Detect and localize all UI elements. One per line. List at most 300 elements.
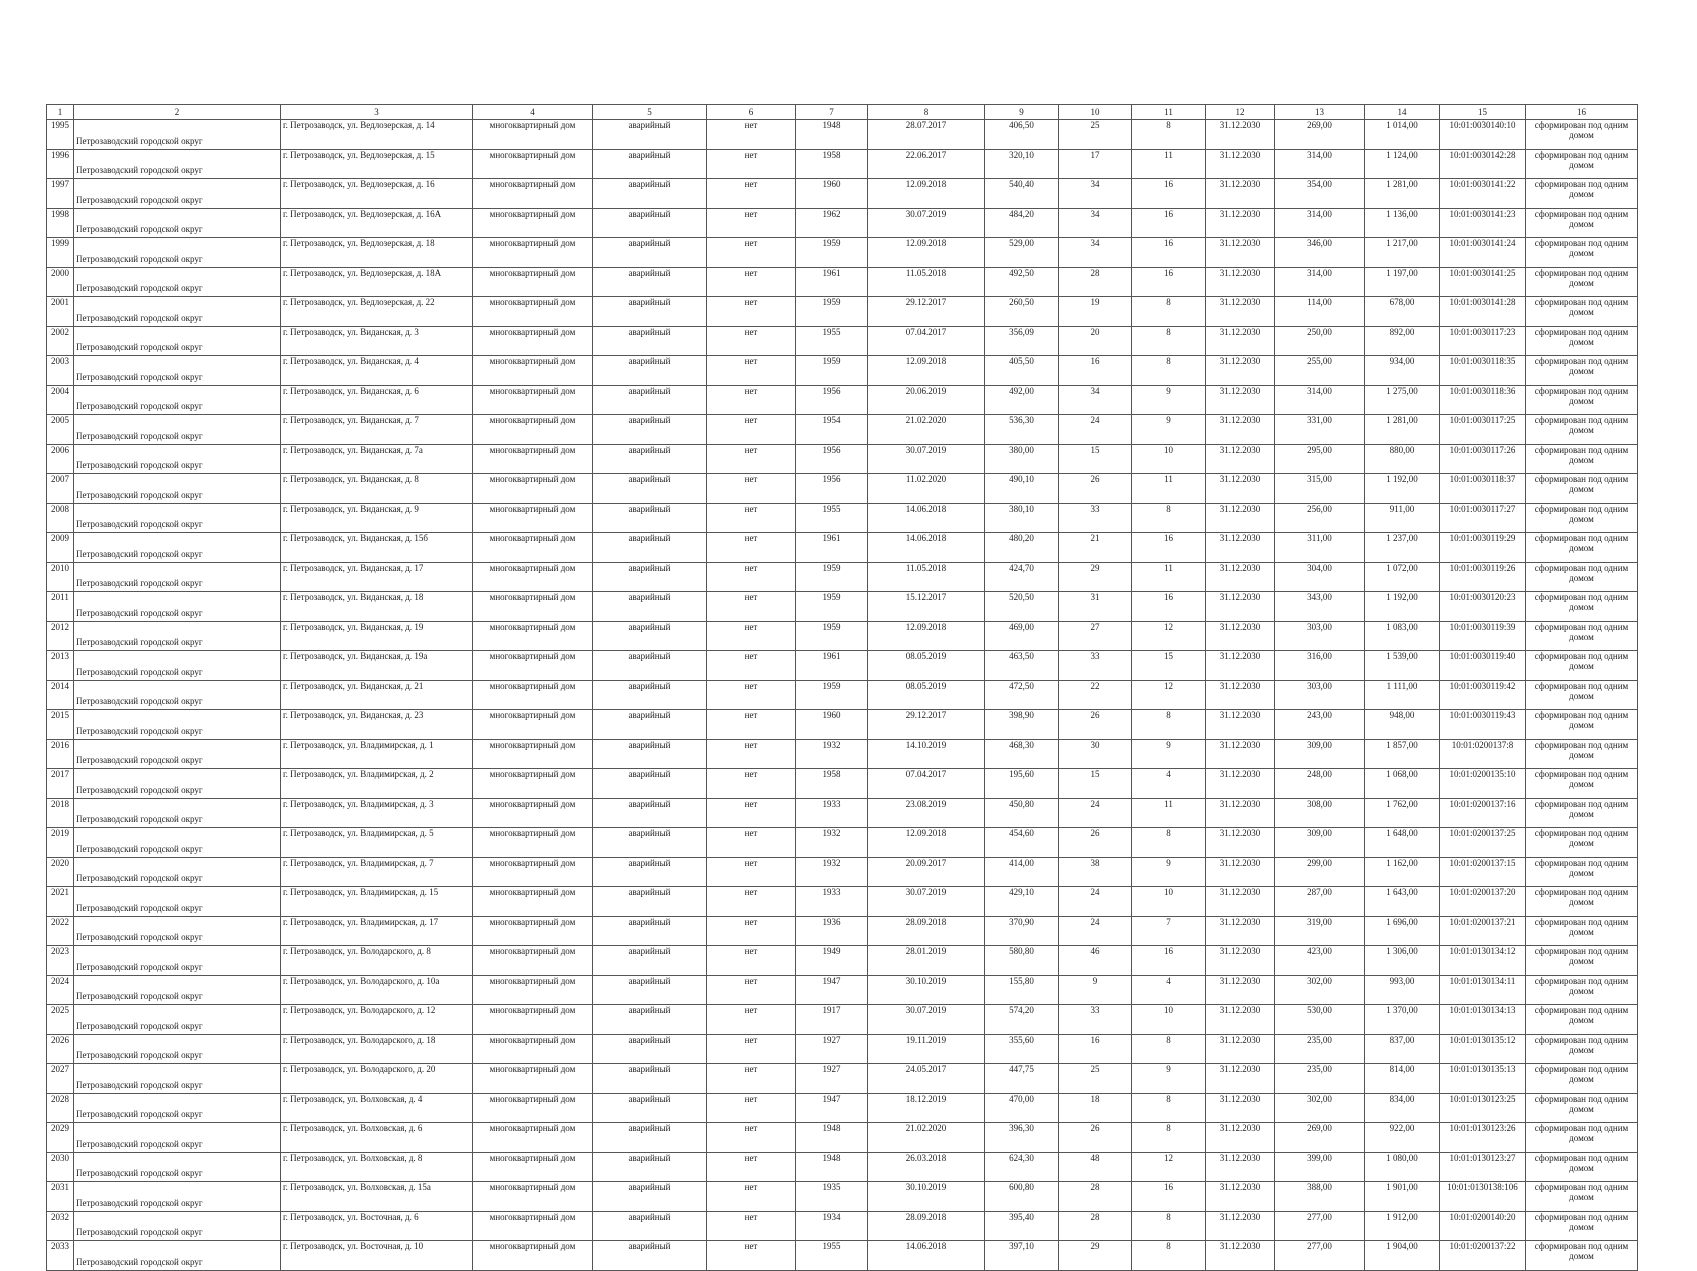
value-13-cell: 309,00 [1275, 828, 1365, 858]
address-cell: г. Петрозаводск, ул. Ведлозерская, д. 16 [281, 179, 473, 209]
year-built-cell: 1948 [796, 120, 868, 150]
apartments-cell: 8 [1132, 1123, 1206, 1153]
value-14-cell: 1 762,00 [1365, 798, 1440, 828]
condition-cell: аварийный [593, 769, 707, 799]
cadastral-number-cell: 10:01:0030141:23 [1440, 208, 1526, 238]
condition-cell: аварийный [593, 208, 707, 238]
status-cell: нет [707, 238, 796, 268]
residents-cell: 31 [1059, 592, 1132, 622]
apartments-cell: 10 [1132, 444, 1206, 474]
value-14-cell: 1 281,00 [1365, 179, 1440, 209]
date-cell: 12.09.2018 [868, 828, 985, 858]
land-status-cell: сформирован под одним домом [1526, 474, 1638, 504]
row-number-cell: 2013 [47, 651, 74, 681]
municipality-cell: Петрозаводский городской округ [74, 238, 281, 268]
land-status-cell: сформирован под одним домом [1526, 975, 1638, 1005]
value-14-cell: 1 014,00 [1365, 120, 1440, 150]
address-cell: г. Петрозаводск, ул. Володарского, д. 20 [281, 1064, 473, 1094]
date-cell: 30.07.2019 [868, 444, 985, 474]
value-13-cell: 315,00 [1275, 474, 1365, 504]
land-status-cell: сформирован под одним домом [1526, 1152, 1638, 1182]
deadline-cell: 31.12.2030 [1206, 1005, 1275, 1035]
condition-cell: аварийный [593, 592, 707, 622]
deadline-cell: 31.12.2030 [1206, 562, 1275, 592]
value-13-cell: 319,00 [1275, 916, 1365, 946]
apartments-cell: 9 [1132, 739, 1206, 769]
area-cell: 356,09 [985, 326, 1059, 356]
residents-cell: 19 [1059, 297, 1132, 327]
value-14-cell: 1 136,00 [1365, 208, 1440, 238]
building-type-cell: многоквартирный дом [473, 798, 593, 828]
building-type-cell: многоквартирный дом [473, 474, 593, 504]
column-header-6: 6 [707, 105, 796, 120]
year-built-cell: 1960 [796, 710, 868, 740]
value-14-cell: 1 124,00 [1365, 149, 1440, 179]
deadline-cell: 31.12.2030 [1206, 1241, 1275, 1271]
status-cell: нет [707, 1123, 796, 1153]
date-cell: 11.05.2018 [868, 267, 985, 297]
building-type-cell: многоквартирный дом [473, 120, 593, 150]
table-row [47, 1093, 1638, 1123]
address-cell: г. Петрозаводск, ул. Володарского, д. 18 [281, 1034, 473, 1064]
land-status-cell: сформирован под одним домом [1526, 1093, 1638, 1123]
land-status-cell: сформирован под одним домом [1526, 562, 1638, 592]
value-13-cell: 530,00 [1275, 1005, 1365, 1035]
column-header-10: 10 [1059, 105, 1132, 120]
apartments-cell: 8 [1132, 1034, 1206, 1064]
address-cell: г. Петрозаводск, ул. Володарского, д. 10а [281, 975, 473, 1005]
building-type-cell: многоквартирный дом [473, 1152, 593, 1182]
land-status-cell: сформирован под одним домом [1526, 326, 1638, 356]
condition-cell: аварийный [593, 297, 707, 327]
area-cell: 380,00 [985, 444, 1059, 474]
status-cell: нет [707, 444, 796, 474]
value-14-cell: 1 696,00 [1365, 916, 1440, 946]
residents-cell: 38 [1059, 857, 1132, 887]
area-cell: 540,40 [985, 179, 1059, 209]
apartments-cell: 4 [1132, 975, 1206, 1005]
value-14-cell: 1 237,00 [1365, 533, 1440, 563]
cadastral-number-cell: 10:01:0130134:12 [1440, 946, 1526, 976]
value-14-cell: 1 857,00 [1365, 739, 1440, 769]
municipality-cell: Петрозаводский городской округ [74, 798, 281, 828]
status-cell: нет [707, 297, 796, 327]
deadline-cell: 31.12.2030 [1206, 857, 1275, 887]
deadline-cell: 31.12.2030 [1206, 798, 1275, 828]
column-header-7: 7 [796, 105, 868, 120]
status-cell: нет [707, 562, 796, 592]
date-cell: 08.05.2019 [868, 680, 985, 710]
table-row [47, 267, 1638, 297]
column-header-13: 13 [1275, 105, 1365, 120]
building-type-cell: многоквартирный дом [473, 739, 593, 769]
date-cell: 20.06.2019 [868, 385, 985, 415]
row-number-cell: 2022 [47, 916, 74, 946]
status-cell: нет [707, 828, 796, 858]
row-number-cell: 2008 [47, 503, 74, 533]
row-number-cell: 2012 [47, 621, 74, 651]
municipality-cell: Петрозаводский городской округ [74, 916, 281, 946]
value-14-cell: 834,00 [1365, 1093, 1440, 1123]
municipality-cell: Петрозаводский городской округ [74, 179, 281, 209]
status-cell: нет [707, 326, 796, 356]
area-cell: 397,10 [985, 1241, 1059, 1271]
condition-cell: аварийный [593, 1241, 707, 1271]
value-14-cell: 948,00 [1365, 710, 1440, 740]
value-14-cell: 1 192,00 [1365, 592, 1440, 622]
land-status-cell: сформирован под одним домом [1526, 798, 1638, 828]
building-type-cell: многоквартирный дом [473, 946, 593, 976]
municipality-cell: Петрозаводский городской округ [74, 1123, 281, 1153]
year-built-cell: 1958 [796, 149, 868, 179]
year-built-cell: 1927 [796, 1064, 868, 1094]
deadline-cell: 31.12.2030 [1206, 916, 1275, 946]
status-cell: нет [707, 1064, 796, 1094]
value-14-cell: 678,00 [1365, 297, 1440, 327]
row-number-cell: 2020 [47, 857, 74, 887]
deadline-cell: 31.12.2030 [1206, 385, 1275, 415]
municipality-cell: Петрозаводский городской округ [74, 1182, 281, 1212]
building-type-cell: многоквартирный дом [473, 1093, 593, 1123]
value-13-cell: 303,00 [1275, 680, 1365, 710]
condition-cell: аварийный [593, 621, 707, 651]
deadline-cell: 31.12.2030 [1206, 297, 1275, 327]
address-cell: г. Петрозаводск, ул. Виданская, д. 7 [281, 415, 473, 445]
table-row [47, 1152, 1638, 1182]
deadline-cell: 31.12.2030 [1206, 356, 1275, 386]
building-type-cell: многоквартирный дом [473, 179, 593, 209]
row-number-cell: 2000 [47, 267, 74, 297]
residents-cell: 26 [1059, 1123, 1132, 1153]
cadastral-number-cell: 10:01:0030119:40 [1440, 651, 1526, 681]
condition-cell: аварийный [593, 1152, 707, 1182]
land-status-cell: сформирован под одним домом [1526, 857, 1638, 887]
value-14-cell: 1 370,00 [1365, 1005, 1440, 1035]
municipality-cell: Петрозаводский городской округ [74, 828, 281, 858]
value-13-cell: 235,00 [1275, 1034, 1365, 1064]
date-cell: 30.10.2019 [868, 975, 985, 1005]
cadastral-number-cell: 10:01:0030120:23 [1440, 592, 1526, 622]
apartments-cell: 16 [1132, 208, 1206, 238]
value-13-cell: 331,00 [1275, 415, 1365, 445]
value-14-cell: 1 083,00 [1365, 621, 1440, 651]
date-cell: 29.12.2017 [868, 710, 985, 740]
building-type-cell: многоквартирный дом [473, 1064, 593, 1094]
municipality-cell: Петрозаводский городской округ [74, 120, 281, 150]
cadastral-number-cell: 10:01:0030119:39 [1440, 621, 1526, 651]
residents-cell: 29 [1059, 1241, 1132, 1271]
building-type-cell: многоквартирный дом [473, 297, 593, 327]
year-built-cell: 1933 [796, 887, 868, 917]
table-row [47, 769, 1638, 799]
value-13-cell: 277,00 [1275, 1211, 1365, 1241]
table-row [47, 739, 1638, 769]
building-type-cell: многоквартирный дом [473, 1241, 593, 1271]
row-number-cell: 2017 [47, 769, 74, 799]
area-cell: 429,10 [985, 887, 1059, 917]
area-cell: 470,00 [985, 1093, 1059, 1123]
apartments-cell: 8 [1132, 1241, 1206, 1271]
residents-cell: 20 [1059, 326, 1132, 356]
area-cell: 469,00 [985, 621, 1059, 651]
apartments-cell: 8 [1132, 710, 1206, 740]
year-built-cell: 1959 [796, 621, 868, 651]
table-row [47, 887, 1638, 917]
status-cell: нет [707, 651, 796, 681]
value-13-cell: 295,00 [1275, 444, 1365, 474]
municipality-cell: Петрозаводский городской округ [74, 562, 281, 592]
year-built-cell: 1927 [796, 1034, 868, 1064]
apartments-cell: 16 [1132, 592, 1206, 622]
land-status-cell: сформирован под одним домом [1526, 503, 1638, 533]
municipality-cell: Петрозаводский городской округ [74, 533, 281, 563]
building-type-cell: многоквартирный дом [473, 1005, 593, 1035]
year-built-cell: 1959 [796, 238, 868, 268]
row-number-cell: 2027 [47, 1064, 74, 1094]
value-13-cell: 299,00 [1275, 857, 1365, 887]
row-number-cell: 2005 [47, 415, 74, 445]
condition-cell: аварийный [593, 739, 707, 769]
deadline-cell: 31.12.2030 [1206, 120, 1275, 150]
condition-cell: аварийный [593, 326, 707, 356]
row-number-cell: 2026 [47, 1034, 74, 1064]
residents-cell: 34 [1059, 179, 1132, 209]
deadline-cell: 31.12.2030 [1206, 887, 1275, 917]
residents-cell: 28 [1059, 1182, 1132, 1212]
cadastral-number-cell: 10:01:0030140:10 [1440, 120, 1526, 150]
value-14-cell: 814,00 [1365, 1064, 1440, 1094]
apartments-cell: 12 [1132, 621, 1206, 651]
column-header-8: 8 [868, 105, 985, 120]
year-built-cell: 1948 [796, 1123, 868, 1153]
land-status-cell: сформирован под одним домом [1526, 1034, 1638, 1064]
column-header-1: 1 [47, 105, 74, 120]
address-cell: г. Петрозаводск, ул. Виданская, д. 6 [281, 385, 473, 415]
row-number-cell: 2010 [47, 562, 74, 592]
column-header-9: 9 [985, 105, 1059, 120]
column-header-2: 2 [74, 105, 281, 120]
residents-cell: 15 [1059, 444, 1132, 474]
row-number-cell: 2011 [47, 592, 74, 622]
area-cell: 574,20 [985, 1005, 1059, 1035]
municipality-cell: Петрозаводский городской округ [74, 297, 281, 327]
value-14-cell: 1 111,00 [1365, 680, 1440, 710]
municipality-cell: Петрозаводский городской округ [74, 1152, 281, 1182]
year-built-cell: 1959 [796, 592, 868, 622]
address-cell: г. Петрозаводск, ул. Ведлозерская, д. 18 [281, 238, 473, 268]
header-row [47, 105, 1638, 120]
column-header-16: 16 [1526, 105, 1638, 120]
residents-cell: 25 [1059, 1064, 1132, 1094]
building-type-cell: многоквартирный дом [473, 267, 593, 297]
date-cell: 22.06.2017 [868, 149, 985, 179]
area-cell: 414,00 [985, 857, 1059, 887]
value-13-cell: 388,00 [1275, 1182, 1365, 1212]
status-cell: нет [707, 267, 796, 297]
residents-cell: 24 [1059, 415, 1132, 445]
residents-cell: 28 [1059, 267, 1132, 297]
row-number-cell: 1996 [47, 149, 74, 179]
value-14-cell: 911,00 [1365, 503, 1440, 533]
land-status-cell: сформирован под одним домом [1526, 267, 1638, 297]
area-cell: 472,50 [985, 680, 1059, 710]
value-13-cell: 309,00 [1275, 739, 1365, 769]
building-type-cell: многоквартирный дом [473, 1182, 593, 1212]
area-cell: 405,50 [985, 356, 1059, 386]
residents-cell: 26 [1059, 828, 1132, 858]
value-14-cell: 1 281,00 [1365, 415, 1440, 445]
land-status-cell: сформирован под одним домом [1526, 385, 1638, 415]
table-row [47, 297, 1638, 327]
date-cell: 30.07.2019 [868, 887, 985, 917]
status-cell: нет [707, 149, 796, 179]
residents-cell: 34 [1059, 208, 1132, 238]
value-13-cell: 314,00 [1275, 149, 1365, 179]
cadastral-number-cell: 10:01:0130134:13 [1440, 1005, 1526, 1035]
area-cell: 580,80 [985, 946, 1059, 976]
cadastral-number-cell: 10:01:0200137:16 [1440, 798, 1526, 828]
cadastral-number-cell: 10:01:0030117:25 [1440, 415, 1526, 445]
deadline-cell: 31.12.2030 [1206, 238, 1275, 268]
cadastral-number-cell: 10:01:0130138:106 [1440, 1182, 1526, 1212]
municipality-cell: Петрозаводский городской округ [74, 385, 281, 415]
municipality-cell: Петрозаводский городской округ [74, 267, 281, 297]
building-type-cell: многоквартирный дом [473, 1034, 593, 1064]
area-cell: 492,00 [985, 385, 1059, 415]
apartments-cell: 16 [1132, 179, 1206, 209]
table-row [47, 1123, 1638, 1153]
land-status-cell: сформирован под одним домом [1526, 356, 1638, 386]
year-built-cell: 1956 [796, 444, 868, 474]
table-row [47, 1064, 1638, 1094]
deadline-cell: 31.12.2030 [1206, 474, 1275, 504]
status-cell: нет [707, 533, 796, 563]
date-cell: 28.09.2018 [868, 916, 985, 946]
condition-cell: аварийный [593, 651, 707, 681]
value-13-cell: 269,00 [1275, 1123, 1365, 1153]
value-14-cell: 1 306,00 [1365, 946, 1440, 976]
municipality-cell: Петрозаводский городской округ [74, 769, 281, 799]
residents-cell: 33 [1059, 503, 1132, 533]
value-14-cell: 880,00 [1365, 444, 1440, 474]
date-cell: 26.03.2018 [868, 1152, 985, 1182]
building-type-cell: многоквартирный дом [473, 828, 593, 858]
table-row [47, 1182, 1638, 1212]
date-cell: 15.12.2017 [868, 592, 985, 622]
year-built-cell: 1959 [796, 297, 868, 327]
column-header-4: 4 [473, 105, 593, 120]
building-type-cell: многоквартирный дом [473, 208, 593, 238]
row-number-cell: 2023 [47, 946, 74, 976]
address-cell: г. Петрозаводск, ул. Володарского, д. 12 [281, 1005, 473, 1035]
condition-cell: аварийный [593, 887, 707, 917]
area-cell: 600,80 [985, 1182, 1059, 1212]
deadline-cell: 31.12.2030 [1206, 828, 1275, 858]
land-status-cell: сформирован под одним домом [1526, 592, 1638, 622]
deadline-cell: 31.12.2030 [1206, 267, 1275, 297]
table-row [47, 680, 1638, 710]
area-cell: 463,50 [985, 651, 1059, 681]
building-type-cell: многоквартирный дом [473, 651, 593, 681]
table-row [47, 1034, 1638, 1064]
cadastral-number-cell: 10:01:0030117:27 [1440, 503, 1526, 533]
building-type-cell: многоквартирный дом [473, 503, 593, 533]
status-cell: нет [707, 975, 796, 1005]
cadastral-number-cell: 10:01:0200137:25 [1440, 828, 1526, 858]
building-type-cell: многоквартирный дом [473, 356, 593, 386]
condition-cell: аварийный [593, 474, 707, 504]
value-14-cell: 1 192,00 [1365, 474, 1440, 504]
date-cell: 12.09.2018 [868, 179, 985, 209]
table-row [47, 149, 1638, 179]
building-type-cell: многоквартирный дом [473, 592, 593, 622]
year-built-cell: 1933 [796, 798, 868, 828]
municipality-cell: Петрозаводский городской округ [74, 1005, 281, 1035]
condition-cell: аварийный [593, 149, 707, 179]
register-table [46, 104, 1638, 1271]
deadline-cell: 31.12.2030 [1206, 1034, 1275, 1064]
apartments-cell: 7 [1132, 916, 1206, 946]
apartments-cell: 12 [1132, 680, 1206, 710]
value-13-cell: 308,00 [1275, 798, 1365, 828]
apartments-cell: 8 [1132, 297, 1206, 327]
address-cell: г. Петрозаводск, ул. Волховская, д. 4 [281, 1093, 473, 1123]
address-cell: г. Петрозаводск, ул. Виданская, д. 21 [281, 680, 473, 710]
municipality-cell: Петрозаводский городской округ [74, 326, 281, 356]
year-built-cell: 1949 [796, 946, 868, 976]
building-type-cell: многоквартирный дом [473, 1211, 593, 1241]
residents-cell: 46 [1059, 946, 1132, 976]
table-row [47, 916, 1638, 946]
building-type-cell: многоквартирный дом [473, 680, 593, 710]
row-number-cell: 1999 [47, 238, 74, 268]
table-row [47, 1211, 1638, 1241]
municipality-cell: Петрозаводский городской округ [74, 208, 281, 238]
status-cell: нет [707, 621, 796, 651]
condition-cell: аварийный [593, 1093, 707, 1123]
value-14-cell: 1 197,00 [1365, 267, 1440, 297]
land-status-cell: сформирован под одним домом [1526, 710, 1638, 740]
deadline-cell: 31.12.2030 [1206, 1211, 1275, 1241]
row-number-cell: 1997 [47, 179, 74, 209]
residents-cell: 24 [1059, 887, 1132, 917]
municipality-cell: Петрозаводский городской округ [74, 1034, 281, 1064]
land-status-cell: сформирован под одним домом [1526, 208, 1638, 238]
condition-cell: аварийный [593, 533, 707, 563]
cadastral-number-cell: 10:01:0200135:10 [1440, 769, 1526, 799]
land-status-cell: сформирован под одним домом [1526, 415, 1638, 445]
residents-cell: 26 [1059, 710, 1132, 740]
building-type-cell: многоквартирный дом [473, 444, 593, 474]
value-13-cell: 304,00 [1275, 562, 1365, 592]
value-14-cell: 837,00 [1365, 1034, 1440, 1064]
value-14-cell: 1 217,00 [1365, 238, 1440, 268]
year-built-cell: 1956 [796, 474, 868, 504]
apartments-cell: 8 [1132, 828, 1206, 858]
value-13-cell: 287,00 [1275, 887, 1365, 917]
value-14-cell: 1 162,00 [1365, 857, 1440, 887]
land-status-cell: сформирован под одним домом [1526, 916, 1638, 946]
apartments-cell: 9 [1132, 857, 1206, 887]
status-cell: нет [707, 503, 796, 533]
address-cell: г. Петрозаводск, ул. Владимирская, д. 5 [281, 828, 473, 858]
status-cell: нет [707, 1182, 796, 1212]
status-cell: нет [707, 916, 796, 946]
area-cell: 406,50 [985, 120, 1059, 150]
address-cell: г. Петрозаводск, ул. Виданская, д. 9 [281, 503, 473, 533]
land-status-cell: сформирован под одним домом [1526, 297, 1638, 327]
deadline-cell: 31.12.2030 [1206, 946, 1275, 976]
